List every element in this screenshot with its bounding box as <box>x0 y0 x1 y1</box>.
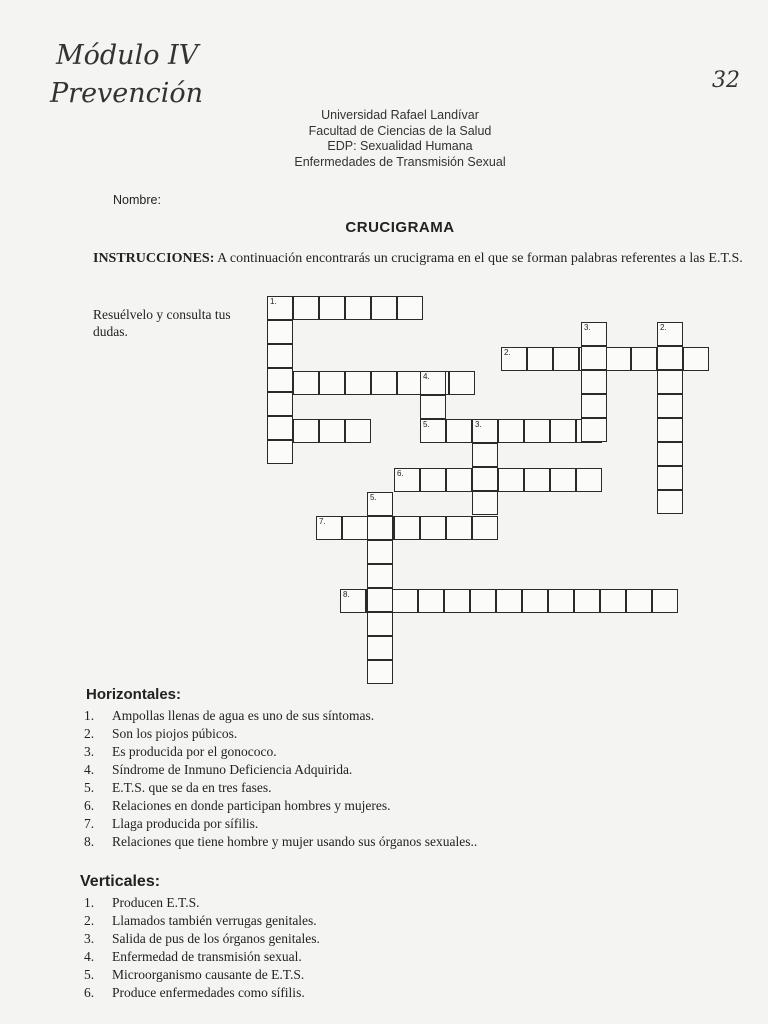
clue-down-2: 2. Llamados también verrugas genitales. <box>84 913 317 928</box>
crossword-cell[interactable] <box>449 371 475 395</box>
crossword-cell[interactable] <box>652 589 678 613</box>
crossword-cell[interactable] <box>293 371 319 395</box>
crossword-cell[interactable] <box>581 370 607 394</box>
crossword-cell[interactable] <box>522 589 548 613</box>
instructions-label: INSTRUCCIONES: <box>93 251 215 266</box>
crossword-cell[interactable] <box>420 419 446 443</box>
header-faculty: Facultad de Ciencias de la Salud <box>308 123 492 138</box>
crossword-cell[interactable] <box>420 371 446 395</box>
crossword-cell[interactable] <box>576 468 602 492</box>
crossword-cell[interactable] <box>574 589 600 613</box>
clue-down-3: 3. Salida de pus de los órganos genitales. <box>84 931 320 946</box>
crossword-cell[interactable] <box>498 419 524 443</box>
clue-across-7: 7. Llaga producida por sífilis. <box>84 816 259 831</box>
crossword-cell[interactable] <box>472 467 498 491</box>
crossword-cell[interactable] <box>498 468 524 492</box>
crossword-clue-number: 2. <box>660 323 667 332</box>
crossword-cell[interactable] <box>550 419 576 443</box>
crossword-clue-number: 8. <box>343 590 350 599</box>
clue-across-8: 8. Relaciones que tiene hombre y mujer usando sus órganos sexuales.. <box>84 834 478 849</box>
page-title: CRUCIGRAMA <box>345 219 455 236</box>
crossword-cell[interactable] <box>371 296 397 320</box>
crossword-cell[interactable] <box>683 347 709 371</box>
header-course: EDP: Sexualidad Humana <box>327 139 473 153</box>
crossword-cell[interactable] <box>345 296 371 320</box>
clue-across-6: 6. Relaciones en donde participan hombres y mujeres. <box>84 798 391 813</box>
crossword-cell[interactable] <box>392 589 418 613</box>
crossword-cell[interactable] <box>345 371 371 395</box>
crossword-cell[interactable] <box>367 636 393 660</box>
crossword-cell[interactable] <box>267 392 293 416</box>
crossword-cell[interactable] <box>420 395 446 419</box>
crossword-cell[interactable] <box>657 322 683 346</box>
crossword-clue-number: 4. <box>423 372 430 381</box>
clue-across-2: 2. Son los piojos púbicos. <box>84 726 238 741</box>
crossword-cell[interactable] <box>657 442 683 466</box>
crossword-cell[interactable] <box>581 418 607 442</box>
header-university: Universidad Rafael Landívar <box>321 108 479 122</box>
crossword-cell[interactable] <box>446 468 472 492</box>
crossword-cell[interactable] <box>367 612 393 636</box>
side-note: Resuélvelo y consulta tus dudas. <box>93 307 231 339</box>
crossword-cell[interactable] <box>496 589 522 613</box>
crossword-cell[interactable] <box>367 492 393 516</box>
crossword-clue-number: 6. <box>397 469 404 478</box>
crossword-clue-number: 7. <box>319 517 326 526</box>
crossword-cell[interactable] <box>524 468 550 492</box>
crossword-cell[interactable] <box>600 589 626 613</box>
instructions <box>93 250 743 267</box>
horizontales-heading: Horizontales: <box>86 686 182 703</box>
handwritten-module: Módulo IV <box>56 40 199 71</box>
crossword-cell[interactable] <box>631 347 657 371</box>
crossword-cell[interactable] <box>293 296 319 320</box>
handwritten-topic: Prevención <box>50 78 204 109</box>
crossword-cell[interactable] <box>527 347 553 371</box>
crossword-cell[interactable] <box>267 320 293 344</box>
crossword-cell[interactable] <box>657 490 683 514</box>
crossword-cell[interactable] <box>446 516 472 540</box>
clue-across-3: 3. Es producida por el gonococo. <box>84 744 277 759</box>
crossword-cell[interactable] <box>267 416 293 440</box>
horizontales-list <box>84 707 684 851</box>
clue-across-5: 5. E.T.S. que se da en tres fases. <box>84 780 272 795</box>
header-topic: Enfermedades de Transmisión Sexual <box>294 154 506 169</box>
crossword-cell[interactable] <box>548 589 574 613</box>
clue-down-5: 5. Microorganismo causante de E.T.S. <box>84 967 305 982</box>
crossword-cell[interactable] <box>319 296 345 320</box>
crossword-cell[interactable] <box>267 440 293 464</box>
crossword-cell[interactable] <box>394 468 420 492</box>
crossword-cell[interactable] <box>657 418 683 442</box>
crossword-cell[interactable] <box>550 468 576 492</box>
crossword-clue-number: 5. <box>423 420 430 429</box>
crossword-cell[interactable] <box>267 368 293 392</box>
crossword-cell[interactable] <box>524 419 550 443</box>
crossword-cell[interactable] <box>626 589 652 613</box>
crossword-clue-number: 3. <box>475 420 482 429</box>
crossword-cell[interactable] <box>397 296 423 320</box>
crossword-cell[interactable] <box>293 419 319 443</box>
crossword-cell[interactable] <box>501 347 527 371</box>
crossword-cell[interactable] <box>581 346 607 370</box>
crossword-cell[interactable] <box>553 347 579 371</box>
clue-across-1: 1. Ampollas llenas de agua es uno de sus síntomas. <box>84 708 375 723</box>
crossword-cell[interactable] <box>657 370 683 394</box>
clue-across-4: 4. Síndrome de Inmuno Deficiencia Adquirida. <box>84 762 353 777</box>
name-label: Nombre: <box>113 193 161 207</box>
crossword-clue-number: 5. <box>370 493 377 502</box>
crossword-cell[interactable] <box>657 346 683 370</box>
clue-down-1: 1. Producen E.T.S. <box>84 895 200 910</box>
crossword-cell[interactable] <box>342 516 368 540</box>
crossword-clue-number: 1. <box>270 297 277 306</box>
crossword-cell[interactable] <box>657 466 683 490</box>
crossword-cell[interactable] <box>472 443 498 467</box>
crossword-cell[interactable] <box>267 344 293 368</box>
crossword-cell[interactable] <box>472 516 498 540</box>
crossword-cell[interactable] <box>267 296 293 320</box>
crossword-cell[interactable] <box>446 419 472 443</box>
crossword-clue-number: 3. <box>584 323 591 332</box>
instructions-text: A continuación encontrarás un crucigrama en el que se forman palabras referentes a las E.T.S. <box>214 251 743 266</box>
crossword-cell[interactable] <box>418 589 444 613</box>
crossword-cell[interactable] <box>367 516 393 540</box>
clue-down-6: 6. Produce enfermedades como sífilis. <box>84 985 305 1000</box>
crossword-cell[interactable] <box>371 371 397 395</box>
crossword-cell[interactable] <box>319 371 345 395</box>
clue-down-4: 4. Enfermedad de transmisión sexual. <box>84 949 302 964</box>
crossword-cell[interactable] <box>472 419 498 443</box>
crossword-cell[interactable] <box>367 660 393 684</box>
crossword-cell[interactable] <box>394 516 420 540</box>
crossword-cell[interactable] <box>420 516 446 540</box>
crossword-cell[interactable] <box>470 589 496 613</box>
crossword-cell[interactable] <box>605 347 631 371</box>
crossword-cell[interactable] <box>472 491 498 515</box>
crossword-cell[interactable] <box>444 589 470 613</box>
handwritten-page-number: 32 <box>712 68 740 93</box>
crossword-cell[interactable] <box>367 564 393 588</box>
crossword-cell[interactable] <box>345 419 371 443</box>
crossword-cell[interactable] <box>367 588 393 612</box>
crossword-cell[interactable] <box>657 394 683 418</box>
crossword-cell[interactable] <box>581 322 607 346</box>
verticales-heading: Verticales: <box>80 873 161 890</box>
crossword-cell[interactable] <box>319 419 345 443</box>
crossword-cell[interactable] <box>316 516 342 540</box>
crossword-cell[interactable] <box>581 394 607 418</box>
crossword-cell[interactable] <box>367 540 393 564</box>
crossword-clue-number: 2. <box>504 348 511 357</box>
crossword-cell[interactable] <box>340 589 366 613</box>
document-header <box>250 108 550 170</box>
verticales-list <box>84 894 684 1002</box>
crossword-cell[interactable] <box>420 468 446 492</box>
